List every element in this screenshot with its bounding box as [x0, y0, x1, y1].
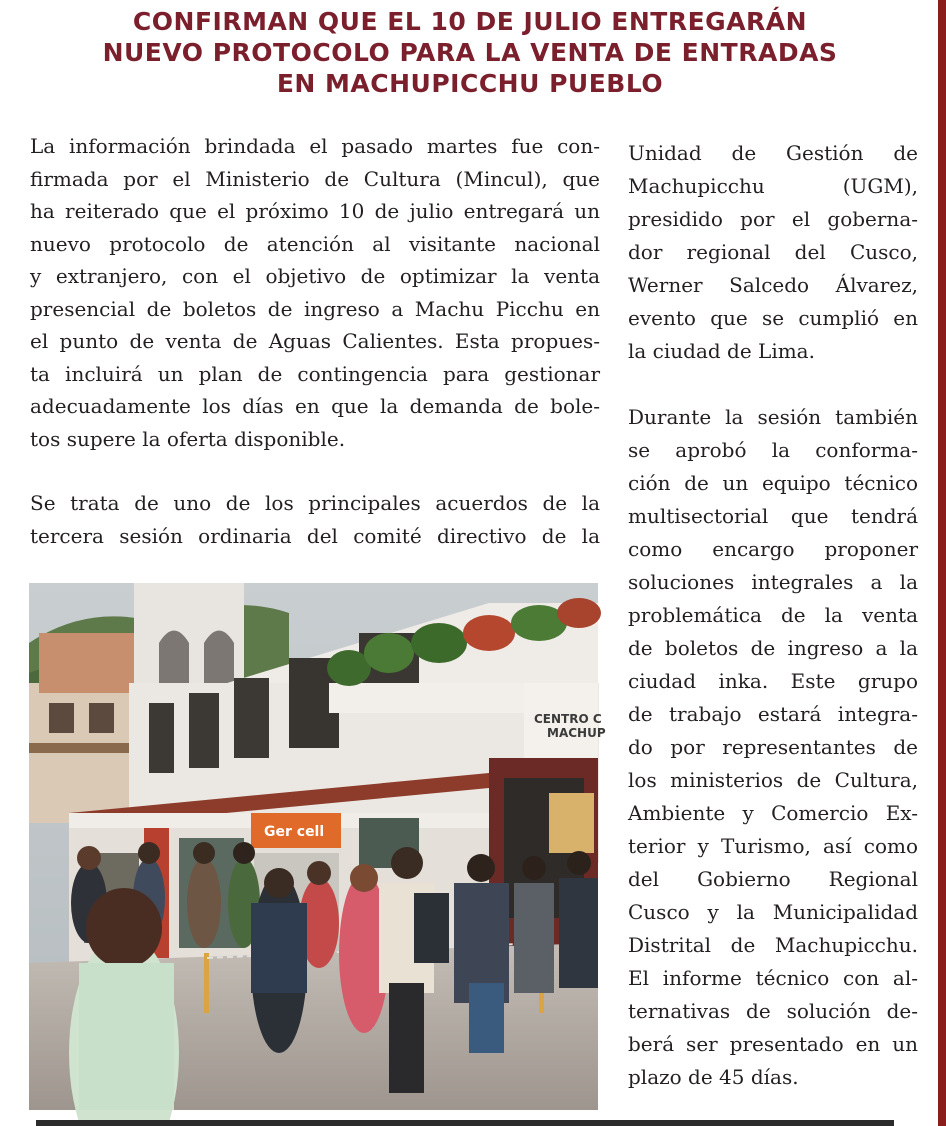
text-line: como encargo proponer — [628, 537, 918, 561]
text-line: Cusco y la Municipalidad — [628, 900, 918, 924]
text-line: plazo de 45 días. — [628, 1065, 799, 1089]
left-paragraph-1 — [30, 130, 600, 455]
text-line: de trabajo estará integra- — [628, 702, 918, 726]
right-paragraph-2 — [628, 401, 918, 1094]
text-line: ha reiterado que el próximo 10 de julio entregará un — [30, 199, 600, 223]
sign-store: Ger cell — [264, 824, 325, 840]
text-line: berá ser presentado en un — [628, 1032, 918, 1056]
text-line: del Gobierno Regional — [628, 867, 918, 891]
text-line: soluciones integrales a la — [628, 570, 918, 594]
text-line: presidido por el goberna- — [628, 207, 918, 231]
right-paragraph-1 — [628, 137, 918, 368]
text-line: do por representantes de — [628, 735, 918, 759]
left-paragraph-2 — [30, 487, 600, 552]
text-line: evento que se cumplió en — [628, 306, 918, 330]
bottom-rule — [36, 1120, 894, 1126]
text-line: multisectorial que tendrá — [628, 504, 918, 528]
text-line: de boletos de ingreso a la — [628, 636, 918, 660]
text-line: Werner Salcedo Álvarez, — [628, 273, 918, 297]
sign-centro: CENTRO C — [534, 712, 602, 726]
text-line: ción de un equipo técnico — [628, 471, 918, 495]
text-line: La información brindada el pasado martes fue con- — [30, 134, 600, 158]
sign-machu: MACHUP — [547, 726, 606, 740]
text-line: se aprobó la conforma- — [628, 438, 918, 462]
text-line: Se trata de uno de los principales acuerdos de la — [30, 491, 600, 515]
text-line: el punto de venta de Aguas Calientes. Esta propues- — [30, 329, 600, 353]
text-line: Unidad de Gestión de — [628, 141, 918, 165]
right-column — [628, 137, 918, 1094]
headline — [20, 6, 920, 99]
text-line: problemática de la venta — [628, 603, 918, 627]
text-line: Ambiente y Comercio Ex- — [628, 801, 918, 825]
headline-line: CONFIRMAN QUE EL 10 DE JULIO ENTREGARÁN — [132, 7, 808, 36]
text-line: ta incluirá un plan de contingencia para gestionar — [30, 361, 600, 386]
text-line: firmada por el Ministerio de Cultura (Mincul), que — [30, 166, 600, 191]
text-line: terior y Turismo, así como — [628, 834, 918, 858]
text-line: dor regional del Cusco, — [628, 240, 918, 264]
text-line: presencial de boletos de ingreso a Machu Picchu en — [30, 296, 600, 321]
text-line: adecuadamente los días en que la demanda de bole- — [30, 394, 600, 418]
headline-line: NUEVO PROTOCOLO PARA LA VENTA DE ENTRADAS — [102, 38, 838, 67]
right-accent-rule — [938, 0, 946, 1126]
text-line: nuevo protocolo de atención al visitante nacional — [30, 231, 600, 256]
left-column — [30, 130, 600, 552]
text-line: tercera sesión ordinaria del comité directivo de la — [30, 523, 600, 548]
text-line: Durante la sesión también — [628, 405, 918, 429]
text-line: ternativas de solución de- — [628, 999, 918, 1023]
text-line: tos supere la oferta disponible. — [30, 426, 346, 451]
text-line: los ministerios de Cultura, — [628, 768, 918, 792]
text-line: Distrital de Machupicchu. — [628, 933, 918, 957]
text-line: ciudad inka. Este grupo — [628, 669, 918, 693]
text-line: El informe técnico con al- — [628, 966, 918, 990]
headline-line: EN MACHUPICCHU PUEBLO — [276, 69, 664, 98]
text-line: la ciudad de Lima. — [628, 339, 815, 363]
text-line: Machupicchu (UGM), — [628, 174, 918, 198]
text-line: y extranjero, con el objetivo de optimizar la venta — [30, 264, 600, 288]
news-photo — [29, 583, 606, 1110]
